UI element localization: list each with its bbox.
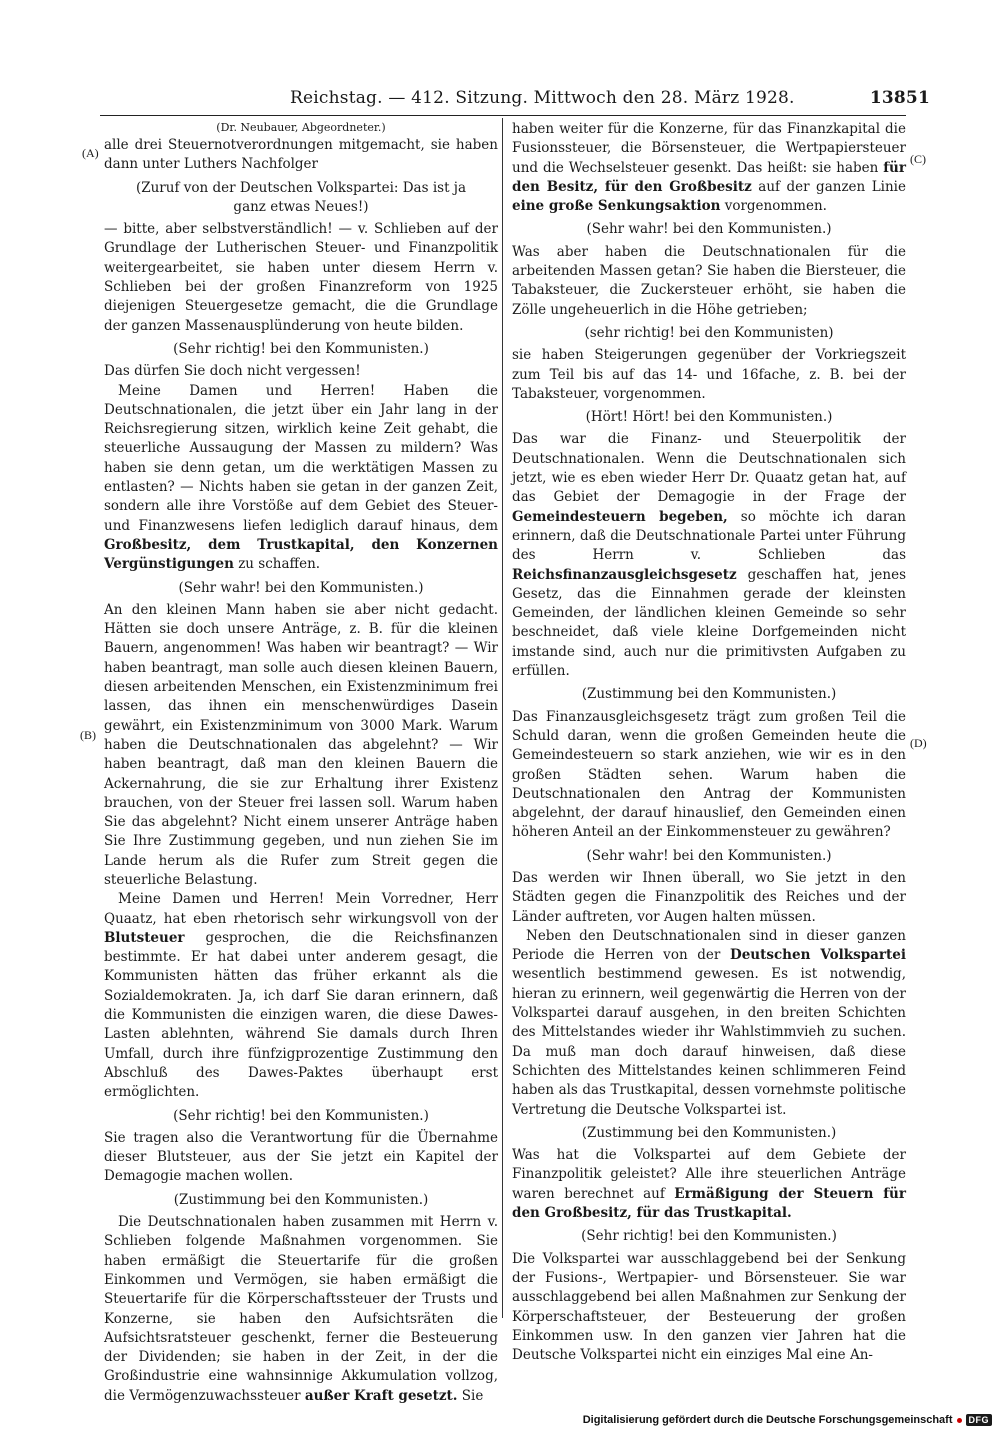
header-rule — [100, 115, 906, 116]
paragraph — [512, 1146, 906, 1223]
bold-text-run: eine große Senkungsaktion — [512, 198, 721, 215]
text-run: Was hat die Volkspartei auf dem Gebiete der Finanzpolitik geleistet? Alle ihre steuerlichen Anträge waren berechnet auf — [512, 1147, 906, 1202]
text-run: haben weiter für die Konzerne, für das Finanzkapital die Fusionssteuer, die Börsensteuer, die Wertpapiersteuer und die Wechselsteuer gesenkt. Das heißt: sie haben — [512, 121, 906, 176]
column-divider — [502, 118, 503, 1318]
paragraph — [104, 890, 498, 1102]
page-header — [290, 88, 930, 112]
interjection: (Zustimmung bei den Kommunisten.) — [581, 686, 837, 703]
paragraph: Was aber haben die Deutschnationalen für die arbeitenden Massen getan? Sie haben die Biersteuer, die Tabaksteuer, die Zuckersteuer erhöht, sie haben die Zölle ungeheuerlich in die Höhe getrieben; — [512, 243, 906, 318]
paragraph: sie haben Steigerungen gegenüber der Vorkriegszeit zum Teil bis auf das 14- und 16fache, z. B. bei der Tabaksteuer, vorgenommen. — [512, 347, 906, 402]
interjection: (Sehr wahr! bei den Kommunisten.) — [586, 847, 832, 864]
margin-marker-b: (B) — [80, 728, 96, 742]
paragraph: alle drei Steuernotverordnungen mitgemacht, sie haben dann unter Luthers Nachfolger — [104, 137, 498, 173]
paragraph: Das Finanzausgleichsgesetz trägt zum großen Teil die Schuld daran, wenn die großen Gemeinden heute die Gemeindesteuern so stark anziehen, wie wir es in den großen Städten sehen. Warum haben die Deutschnationalen den Antrag der Kommunisten abgelehnt, der darauf hinauslief, den Gemeinden einen höheren Anteil an der Einkommensteuer zu gewähren? — [512, 708, 906, 841]
text-run: auf der ganzen Linie — [758, 178, 906, 195]
margin-marker-a: (A) — [82, 146, 99, 160]
dfg-logo: DFG — [966, 1414, 993, 1426]
paragraph: An den kleinen Mann haben sie aber nicht gedacht. Hätten sie doch unsere Anträge, z. B. für die kleinen Bauern, angenommen! Was haben wir beantragt? — Wir haben beantragt, man solle auch diesen kleinen Bauern, diesen arbeitenden Menschen, ein Existenzminimum frei lassen, das ihnen ein menschenwürdiges Dasein gewährt, ein Existenzminimum von 3000 Mark. Warum haben die Deutschnationalen das abgelehnt? — Wir haben beantragt, daß man den kleinen Bauern die Ackernahrung, die sie zur Erhaltung ihrer Existenz brauchen, von der Steuer frei lassen soll. Warum haben Sie das abgelehnt? Nicht einem unserer Anträge haben Sie Ihre Zustimmung gegeben, und nun ziehen Sie im Lande herum als die Rufer zum Streit gegen die steuerliche Belastung. — [104, 601, 498, 888]
right-column — [512, 120, 906, 1365]
interjection: (Zuruf von der Deutschen Volkspartei: Das ist ja ganz etwas Neues!) — [135, 179, 467, 215]
text-run: Die Deutschnationalen haben zusammen mit Herrn v. Schlieben folgende Maßnahmen vorgenommen. Sie haben ermäßigt die Steuertarife für die großen Einkommen und Vermögen, sie haben ermäßigt die Steuertarife für die Körperschaftssteuer der Trusts und Konzerne, sie haben den Aufsichtsräten die Aufsichtsratsteuer geschenkt, ferner die Besteuerung der Dividenden; sie haben in der Zeit, in der die Großindustrie eine wahnsinnige Akkumulation vollzog, die Vermögenzuwachssteuer — [104, 1214, 498, 1404]
text-run: so möchte ich daran erinnern, daß die Deutschnationale Partei unter Führung des Herrn v. Schlieben das — [512, 508, 906, 564]
bold-text-run: Reichsfinanzausgleichsgesetz — [512, 566, 737, 583]
digitization-credit — [583, 1411, 992, 1429]
bold-text-run: Blutsteuer — [104, 929, 185, 946]
paragraph: Sie tragen also die Verantwortung für die Übernahme dieser Blutsteuer, aus der Sie jetzt ein Kapitel der Demagogie machen wollen. — [104, 1129, 498, 1185]
text-run: Neben den Deutschnationalen sind in dieser ganzen Periode die Herren von der — [512, 927, 906, 964]
interjection: (Zustimmung bei den Kommunisten.) — [173, 1191, 429, 1208]
paragraph — [512, 927, 906, 1120]
paragraph: — bitte, aber selbstverständlich! — v. Schlieben auf der Grundlage der Lutherischen Steuer- und Finanzpolitik weitergearbeitet, sie haben unter diesem Herrn v. Schlieben bei der großen Finanzreform von 1925 diejenigen Steuergesetze gemacht, die die Grundlage der ganzen Massenausplünderung von heute bilden. — [104, 221, 498, 334]
speaker-line: (Dr. Neubauer, Abgeordneter.) — [216, 121, 386, 134]
interjection: (Sehr richtig! bei den Kommunisten.) — [173, 340, 429, 357]
dfg-dot-icon — [957, 1418, 962, 1423]
left-column — [104, 120, 498, 1406]
interjection: (Zustimmung bei den Kommunisten.) — [581, 1124, 837, 1141]
text-run: Das war die Finanz- und Steuerpolitik der Deutschnationalen. Wenn die Deutschnationalen sich jetzt, wie es eben wieder Herr Dr. Quaatz getan hat, auf das Gebiet der Demagogie in der Frage der — [512, 431, 906, 506]
paragraph — [104, 1213, 498, 1406]
bold-text-run: Großbesitz, dem Trustkapital, den Konzernen Vergünstigungen — [104, 536, 498, 573]
bold-text-run: Ermäßigung der Steuern für den Großbesitz, für das Trustkapital. — [512, 1185, 906, 1222]
text-run: zu schaffen. — [238, 556, 321, 573]
text-run: wesentlich bestimmend gewesen. Es ist notwendig, hieran zu erinnern, weil gegenwärtig die Herren von der Volkspartei darauf ausgehen, in den breiten Schichten des Mittelstandes wieder ihr Wahlstimmvieh zu suchen. Da muß man doch darauf hinweisen, daß diese Schichten des Mittelstandes keinen schlimmeren Feind haben als das Trustkapital, dessen vornehmste politische Vertretung die Deutsche Volkspartei ist. — [512, 966, 906, 1118]
text-run: Meine Damen und Herren! Mein Vorredner, Herr Quaatz, hat eben rhetorisch sehr wirkungsvoll von der — [104, 891, 498, 927]
interjection: (Sehr richtig! bei den Kommunisten.) — [173, 1107, 429, 1124]
text-run: vorgenommen. — [724, 198, 827, 215]
margin-marker-d: (D) — [910, 736, 927, 750]
bold-text-run: Gemeindesteuern begeben, — [512, 508, 728, 525]
paragraph: Das werden wir Ihnen überall, wo Sie jetzt in den Städten gegen die Finanzpolitik des Reiches und der Länder auftreten, vor Augen halten müssen. — [512, 869, 906, 925]
paragraph — [512, 430, 906, 681]
paragraph: Die Volkspartei war ausschlaggebend bei der Senkung der Fusions-, Wertpapier- und Börsensteuer. Sie war ausschlaggebend bei allen Maßnahmen zur Senkung der Körperschaftsteuer, der Besteuerung der großen Einkommen usw. In den ganzen vier Jahren hat die Deutsche Volkspartei nicht ein einziges Mal eine An- — [512, 1250, 906, 1364]
bold-text-run: für den Besitz, für den Großbesitz — [512, 159, 906, 195]
text-run: gesprochen, die die Reichsfinanzen bestimmte. Er hat dabei unter anderem gesagt, die Kommunisten hätten das früher erkannt als die Sozialdemokraten. Ja, ich darf Sie daran erinnern, daß die Kommunisten die einzigen waren, die diese Dawes-Lasten ablehnten, während Sie damals durch Ihren Umfall, durch ihre fünfzigprozentige Zustimmung den Abschluß des Dawes-Paktes überhaupt erst ermöglichten. — [104, 929, 498, 1101]
interjection: (Sehr richtig! bei den Kommunisten.) — [581, 1228, 837, 1245]
paragraph: Das dürfen Sie doch nicht vergessen! — [104, 363, 361, 380]
interjection: (Sehr wahr! bei den Kommunisten.) — [178, 579, 424, 596]
bold-text-run: außer Kraft gesetzt. — [304, 1387, 458, 1404]
bold-text-run: Deutschen Volkspartei — [730, 947, 907, 964]
interjection: (Sehr wahr! bei den Kommunisten.) — [586, 221, 832, 238]
interjection: (Hört! Hört! bei den Kommunisten.) — [585, 409, 833, 426]
paragraph — [512, 120, 906, 216]
margin-marker-c: (C) — [910, 152, 926, 166]
interjection: (sehr richtig! bei den Kommunisten) — [584, 324, 834, 341]
text-run: Sie — [461, 1387, 484, 1404]
text-run: geschaffen hat, jenes Gesetz, das die Einnahmen gerade der kleinsten Gemeinden, der ländlichen kleinen Gemeinde so sehr beschneidet, daß viele kleine Dorfgemeinden nicht imstande sind, auch nur die primitivsten Aufgaben zu erfüllen. — [512, 566, 907, 680]
text-run: Meine Damen und Herren! Haben die Deutschnationalen, die jetzt über ein Jahr lang in der Reichsregierung sitzen, wirklich keine Zeit gehabt, die steuerliche Aussaugung der Massen zu mildern? Was haben sie denn getan, um die werktätigen Massen zu entlasten? — Nichts haben sie getan in der ganzen Zeit, sondern alle ihre Vorstöße auf dem Gebiet des Steuer- und Finanzwesens liefen lediglich darauf hinaus, dem — [104, 382, 498, 534]
credit-text: Digitalisierung gefördert durch die Deutsche Forschungsgemeinschaft — [582, 1414, 953, 1426]
running-title: Reichstag. — 412. Sitzung. Mittwoch den 28. März 1928. — [290, 88, 795, 108]
page-number: 13851 — [869, 88, 930, 108]
paragraph — [104, 382, 498, 575]
